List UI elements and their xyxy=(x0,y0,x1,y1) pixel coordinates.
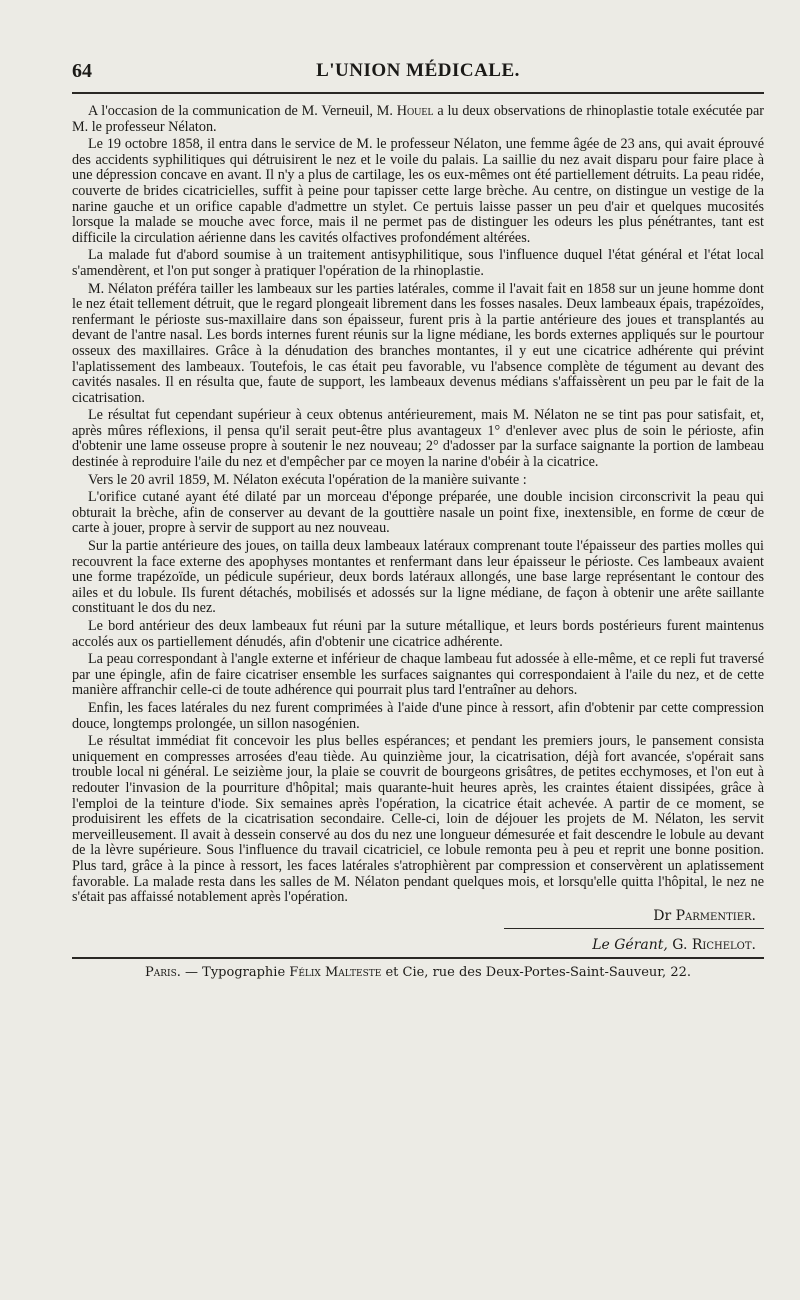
paragraph: Le bord antérieur des deux lambeaux fut réuni par la suture métallique, et leurs bords postérieurs furent maintenus accolés aux os partiellement dénudés, afin d'obtenir une cicatrice adhérente. xyxy=(72,618,764,650)
running-title: L'UNION MÉDICALE. xyxy=(316,60,520,81)
signature-title: Dr xyxy=(653,907,672,924)
signature-name: Parmentier. xyxy=(675,907,756,924)
imprint-address: et Cie, rue des Deux-Portes-Saint-Sauveur, 22. xyxy=(381,964,691,980)
imprint-city: Paris. xyxy=(145,964,181,980)
author-houel: Houel xyxy=(396,103,434,119)
paragraph: Sur la partie antérieure des joues, on tailla deux lambeaux latéraux comprenant toute l'épaisseur des parties molles qui recouvrent la face externe des apophyses montantes et renfermant dans leur épaisseur le périoste. Ces lambeaux avaient une forme trapézoïde, un pédicule supérieur, deux bords latéraux allongés, une base large représentant le contour des ailes et du lobule. Ils furent détachés, mobilisés et adossés sur la ligne médiane, de façon à obtenir une arête saillante constituant le dos du nez. xyxy=(72,538,764,617)
imprint-printer: Félix Malteste xyxy=(289,964,382,980)
printer-imprint xyxy=(72,965,764,980)
paragraph: La malade fut d'abord soumise à un traitement antisyphilitique, sous l'influence duquel l'état général et l'état local s'amendèrent, et l'on put songer à pratiquer l'opération de la rhinoplastie. xyxy=(72,247,764,279)
page-header xyxy=(72,48,764,94)
page-number: 64 xyxy=(72,60,92,82)
gerant-name: G. Richelot. xyxy=(672,936,756,953)
paragraph: Le résultat immédiat fit concevoir les plus belles espérances; et pendant les premiers jours, le pansement consista uniquement en compresses arrosées d'eau tiède. Au quinzième jour, la cicatrisation, déjà fort avancée, s'opérait sans trouble local ni général. Le seizième jour, la plaie se couvrit de bourgeons grisâtres, de petites ecchymoses, et l'on eut à redouter l'invasion de la pourriture d'hôpital; mais quarante-huit heures après, les craintes étaient dissipées, grâce à l'emploi de la teinture d'iode. Six semaines après l'opération, la cicatrice était achevée. A partir de ce moment, se produisirent les effets de la cicatrisation secondaire. Celle-ci, loin de déjouer les projets de M. Nélaton, les servit merveilleusement. Il avait à dessein conservé au dos du nez une longueur démesurée et fait descendre le lobule au devant de la lèvre supérieure. Sous l'influence du travail cicatriciel, ce lobule remonta peu à peu et reprit une bonne position. Plus tard, grâce à la pince à ressort, les faces latérales s'atrophièrent par compression et conservèrent un aplatissement favorable. La malade resta dans les salles de M. Nélaton pendant quelques mois, et lorsqu'elle quitta l'hôpital, le nez ne s'était pas affaissé notablement après l'opération. xyxy=(72,733,764,906)
paragraph: Le résultat fut cependant supérieur à ceux obtenus antérieurement, mais M. Nélaton ne se tint pas pour satisfait, et, après mûres réflexions, il pensa qu'il serait peut-être plus avantageux 1° d'enlever avec plus de soin le périoste, afin d'obtenir une lame osseuse propre à soutenir le nez nouveau; 2° d'adosser par la surface saignante la portion de lambeau destinée à reproduire l'aile du nez et d'empêcher par ce moyen la narine d'obéir à la cicatrice. xyxy=(72,407,764,471)
paragraph: L'orifice cutané ayant été dilaté par un morceau d'éponge préparée, une double incision circonscrivit la peau qui obturait la brèche, afin de conserver au devant de la gouttière nasale un point fixe, inextensible, en forme de cœur de carte à jouer, propre à servir de support au nez nouveau. xyxy=(72,489,764,537)
paragraph: Le 19 octobre 1858, il entra dans le service de M. le professeur Nélaton, une femme âgée de 23 ans, qui avait éprouvé des accidents syphilitiques qui détruisirent le nez et le voile du palais. La saillie du nez avait disparu pour faire place à une dépression concave en avant. Il n'y a plus de cartilage, les os eux-mêmes ont été partiellement détruits. La peau ridée, couverte de brides cicatricielles, suffit à peine pour tapisser cette large brèche. Au centre, on distingue un vestige de la narine gauche et un orifice capable d'admettre un stylet. Ce pertuis laisse passer un peu d'air et quelques mucosités lorsque la malade se mouche avec force, mais il ne permet pas de distinguer les odeurs les plus pénétrantes, tant est difficile la circulation aérienne dans les cavités olfactives profondément altérées. xyxy=(72,136,764,246)
gerant-label: Le Gérant, xyxy=(592,936,668,953)
footer-divider xyxy=(72,957,764,959)
signature-divider xyxy=(504,928,764,929)
intro-text-before: A l'occasion de la communication de M. Verneuil, M. xyxy=(88,103,397,119)
intro-paragraph xyxy=(72,104,764,135)
paragraph: M. Nélaton préféra tailler les lambeaux sur les parties latérales, comme il l'avait fait en 1858 sur un jeune homme dont le nez était tellement détruit, que le regard plongeait librement dans les fosses nasales. Deux lambeaux épais, trapézoïdes, renfermant le périoste sus-maxillaire dans son épaisseur, furent pris à la partie antérieure des joues et transplantés au devant de l'antre nasal. Les bords internes furent réunis sur la ligne médiane, les bords externes appliqués sur le pourtour osseux des maxillaires. Grâce à la dénudation des branches montantes, il y eut une cicatrice adhérente qui prévint l'aplatissement des lambeaux. Toutefois, le cas était peu favorable, vu l'absence complète de tégument au devant des cavités nasales. Il en résulta que, faute de support, les lambeaux devenus médians s'affaissèrent un peu par le fait de la cicatrisation. xyxy=(72,280,764,406)
intro-text-after: a lu deux observations de rhinoplastie totale exécutée par M. le professeur Nélaton. xyxy=(72,103,764,135)
paragraph: La peau correspondant à l'angle externe et inférieur de chaque lambeau fut adossée à elle-même, et ce repli fut traversé par une épingle, afin de faire cicatriser ensemble les surfaces saignantes qui correspondaient à l'aile du nez, et de cette manière affranchir celle-ci de toute adhérence qui pourrait plus tard l'entraîner au dehors. xyxy=(72,651,764,699)
paragraph: Vers le 20 avril 1859, M. Nélaton exécuta l'opération de la manière suivante : xyxy=(88,471,527,488)
gerant-line xyxy=(72,937,764,953)
author-signature xyxy=(72,908,764,924)
article-body xyxy=(72,104,764,906)
paragraph: Enfin, les faces latérales du nez furent comprimées à l'aide d'une pince à ressort, afin d'obtenir par cette compression douce, longtemps prolongée, un sillon nasogénien. xyxy=(72,699,764,732)
imprint-prefix: — Typographie xyxy=(180,964,290,980)
